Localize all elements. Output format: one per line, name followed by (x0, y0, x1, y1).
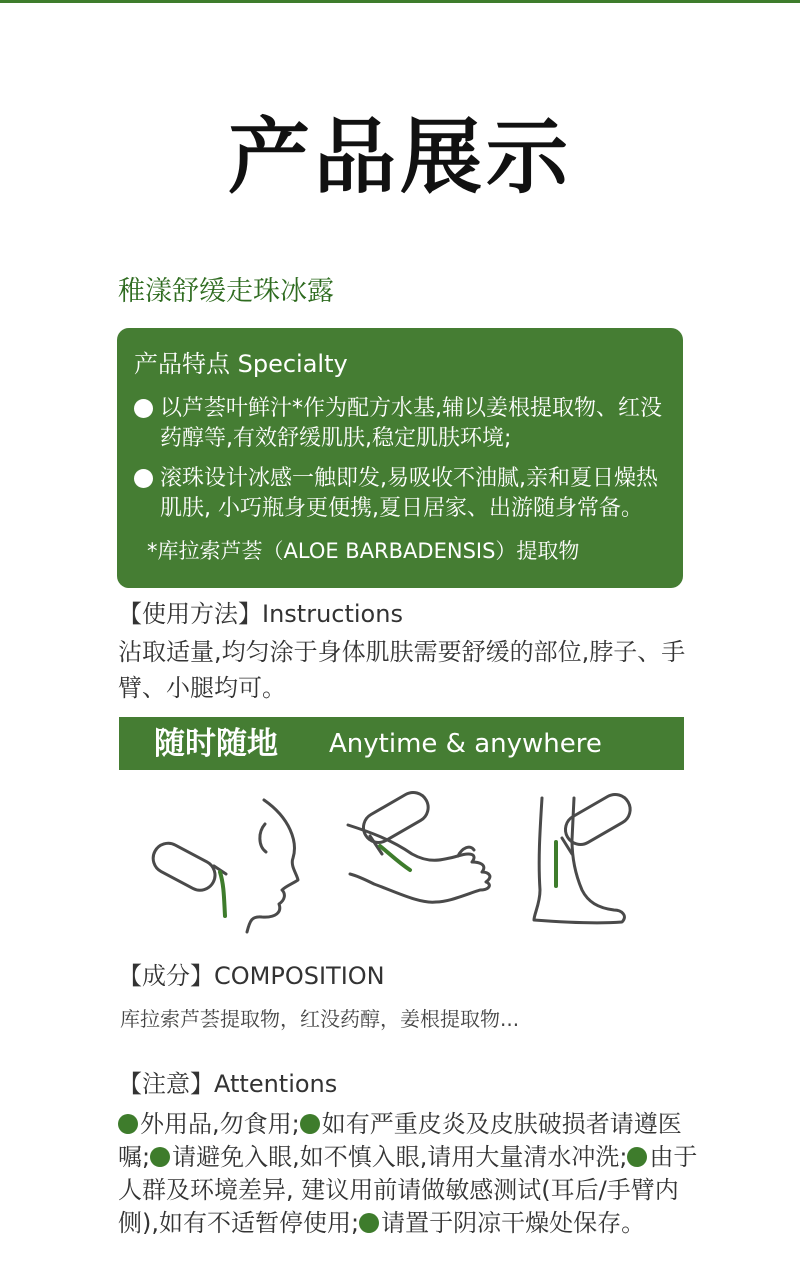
attention-item: 由于人群及环境差异, 建议用前请做敏感测试(耳后/手臂内侧),如有不适暂停使用; (118, 1143, 698, 1237)
bullet-icon (627, 1147, 647, 1167)
attentions-body (118, 1108, 698, 1240)
bullet-icon (118, 1114, 138, 1134)
bullet-icon (300, 1114, 320, 1134)
attentions-heading: 【注意】Attentions (118, 1070, 338, 1098)
usage-illustrations (0, 780, 800, 940)
roller-on-arm-icon (348, 787, 490, 902)
top-divider (0, 0, 800, 3)
specialty-footnote: *库拉索芦荟（ALOE BARBADENSIS）提取物 (147, 539, 580, 563)
roller-on-leg-icon (534, 789, 636, 923)
specialty-item-text: 滚珠设计冰感一触即发,易吸收不油腻,亲和夏日燥热肌肤, 小巧瓶身更便携,夏日居家、出游随身常备。 (160, 466, 658, 521)
banner-title-en: Anytime & anywhere (329, 729, 602, 759)
instructions-heading: 【使用方法】Instructions (118, 600, 403, 628)
composition-body: 库拉索芦荟提取物，红没药醇，姜根提取物... (120, 1007, 520, 1031)
attention-item: 外用品,勿食用; (140, 1110, 300, 1138)
specialty-panel (117, 328, 683, 588)
composition-heading: 【成分】COMPOSITION (118, 962, 385, 990)
roller-on-neck-icon (148, 800, 298, 932)
instructions-body: 沾取适量,均匀涂于身体肌肤需要舒缓的部位,脖子、手臂、小腿均可。 (118, 638, 686, 702)
attention-item: 请避免入眼,如不慎入眼,请用大量清水冲洗; (172, 1143, 628, 1171)
page-title: 产品展示 (227, 110, 572, 205)
bullet-icon (359, 1213, 379, 1233)
anytime-banner (119, 717, 684, 770)
specialty-heading: 产品特点 Specialty (134, 350, 348, 378)
bullet-icon (134, 469, 153, 488)
banner-title-zh: 随时随地 (154, 726, 278, 762)
bullet-icon (150, 1147, 170, 1167)
attention-item: 如有严重皮炎及皮肤破损者请遵医嘱; (118, 1110, 682, 1171)
specialty-item (134, 394, 674, 454)
specialty-item (134, 464, 674, 524)
specialty-item-text: 以芦荟叶鲜汁*作为配方水基,辅以姜根提取物、红没药醇等,有效舒缓肌肤,稳定肌肤环境; (160, 396, 662, 451)
bullet-icon (134, 399, 153, 418)
attention-item: 请置于阴凉干燥处保存。 (381, 1209, 646, 1237)
product-name: 稚漾舒缓走珠冰露 (118, 276, 334, 307)
